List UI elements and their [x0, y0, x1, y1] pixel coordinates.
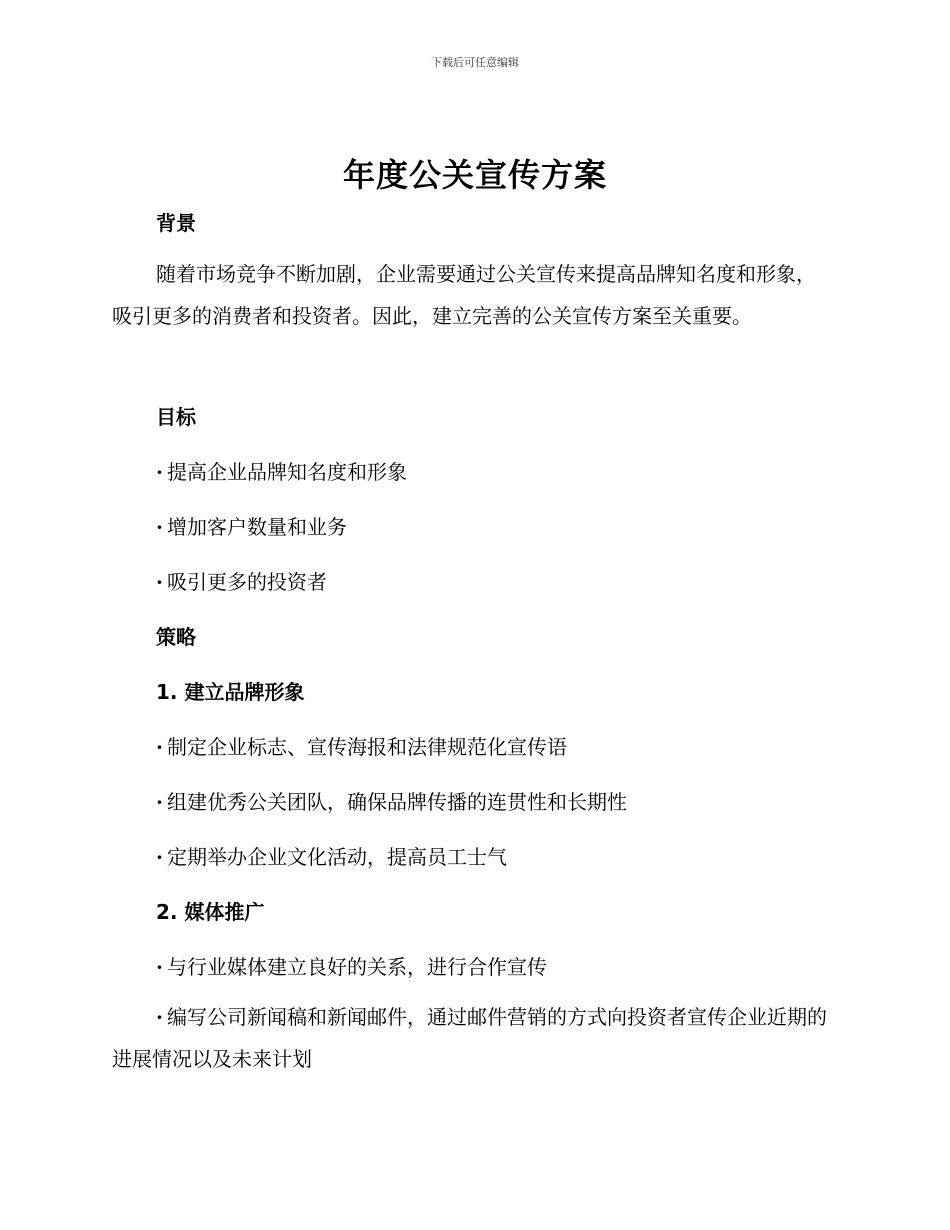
list-item	[112, 996, 832, 1080]
subsection-heading-media: 2. 媒体推广	[156, 900, 265, 924]
section-heading-background: 背景	[156, 211, 196, 235]
goal-item-text: 吸引更多的投资者	[166, 570, 327, 594]
bullet-icon: ·	[156, 460, 163, 484]
list-item	[156, 951, 547, 980]
bullet-icon: ·	[156, 735, 163, 759]
goal-item-text: 增加客户数量和业务	[166, 515, 347, 539]
bullet-icon: ·	[156, 515, 163, 539]
bullet-icon: ·	[156, 845, 163, 869]
list-item	[156, 786, 627, 815]
list-item	[156, 456, 407, 485]
background-paragraph: 随着市场竞争不断加剧，企业需要通过公关宣传来提高品牌知名度和形象，吸引更多的消费者和投资者。因此，建立完善的公关宣传方案至关重要。	[112, 262, 816, 328]
page-header-note: 下载后可任意编辑	[431, 56, 519, 69]
section-heading-goals: 目标	[156, 405, 196, 429]
strategy-item-text: 制定企业标志、宣传海报和法律规范化宣传语	[166, 735, 567, 759]
strategy-item-text: 定期举办企业文化活动，提高员工士气	[166, 845, 507, 869]
subsection-heading-brand: 1. 建立品牌形象	[156, 680, 305, 704]
document-title: 年度公关宣传方案	[342, 156, 607, 194]
bullet-icon: ·	[156, 955, 163, 979]
bullet-icon: ·	[156, 790, 163, 814]
strategy-item-text: 组建优秀公关团队，确保品牌传播的连贯性和长期性	[166, 790, 627, 814]
list-item	[156, 731, 567, 760]
list-item	[156, 566, 327, 595]
section-heading-strategy: 策略	[156, 625, 196, 649]
bullet-icon: ·	[156, 570, 163, 594]
media-item-text: 与行业媒体建立良好的关系，进行合作宣传	[166, 955, 547, 979]
goal-item-text: 提高企业品牌知名度和形象	[166, 460, 407, 484]
list-item	[156, 511, 347, 540]
media-item-text: 编写公司新闻稿和新闻邮件，通过邮件营销的方式向投资者宣传企业近期的进展情况以及未来计划	[112, 1005, 827, 1071]
list-item	[156, 841, 507, 870]
bullet-icon: ·	[156, 1005, 163, 1029]
